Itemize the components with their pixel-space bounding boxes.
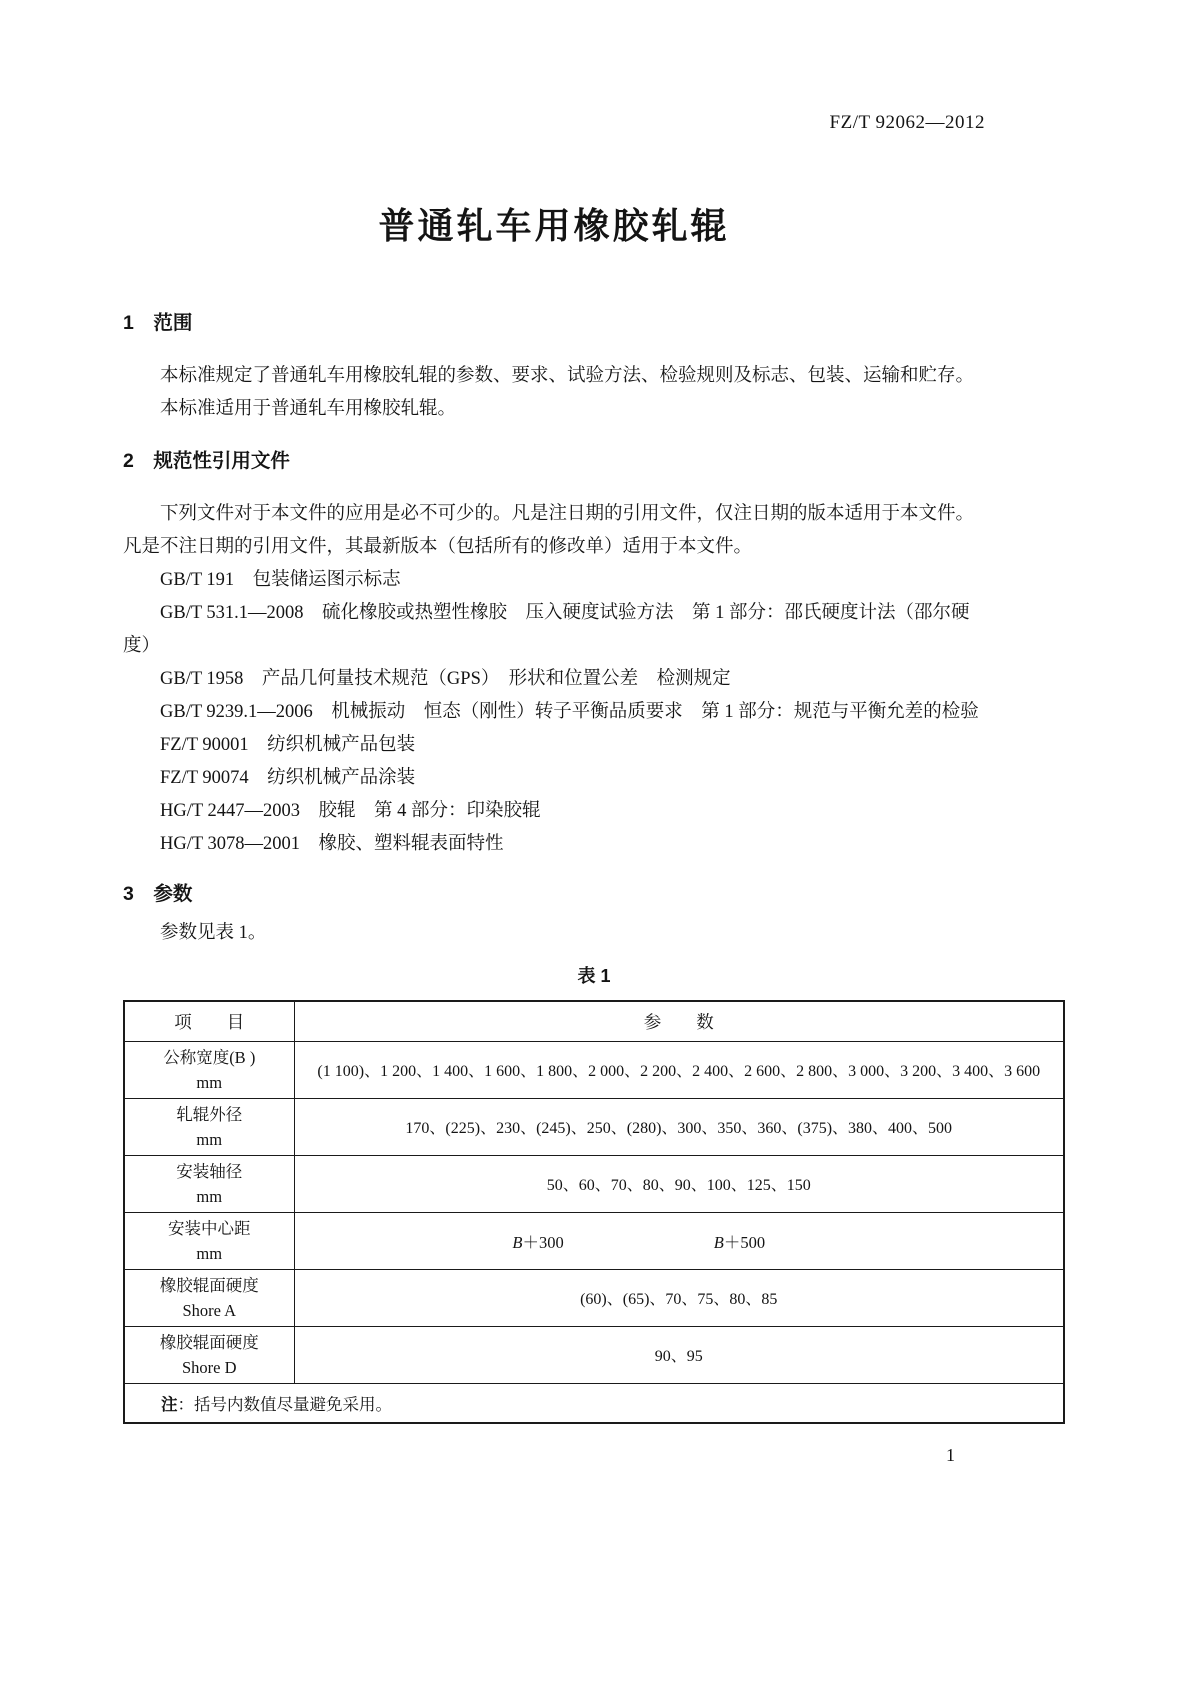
- note-text: ：括号内数值尽量避免采用。: [177, 1394, 392, 1414]
- item-unit: mm: [196, 1129, 223, 1149]
- item-unit: mm: [196, 1243, 223, 1263]
- table-row-nominal-width: [124, 1041, 1064, 1098]
- reference-item: GB/T 1958 产品几何量技术规范（GPS） 形状和位置公差 检测规定: [160, 669, 731, 689]
- value-b-plus-300: B＋300: [512, 1232, 564, 1252]
- item-unit: Shore D: [181, 1357, 237, 1377]
- table-caption: 表 1: [577, 966, 611, 986]
- header-item-column: 项 目: [124, 1001, 294, 1041]
- reference-item: HG/T 2447—2003 胶辊 第 4 部分：印染胶辊: [160, 801, 541, 821]
- item-name: 橡胶辊面硬度: [159, 1332, 259, 1352]
- section-3-heading: 3 参数: [123, 883, 193, 905]
- value-cell: 50、60、70、80、90、100、125、150: [294, 1155, 1064, 1212]
- item-cell: [124, 1098, 294, 1155]
- item-name: 橡胶辊面硬度: [159, 1275, 259, 1295]
- variable-b: B: [512, 1232, 523, 1252]
- section-1-paragraph-1: 本标准规定了普通轧车用橡胶轧辊的参数、要求、试验方法、检验规则及标志、包装、运输和贮存。: [160, 366, 975, 386]
- item-cell: [124, 1326, 294, 1383]
- value-b-plus-500: B＋500: [713, 1232, 766, 1252]
- reference-item: GB/T 191 包装储运图示标志: [160, 570, 401, 590]
- page-number: 1: [946, 1445, 955, 1465]
- value-cell: (60)、(65)、70、75、80、85: [294, 1269, 1064, 1326]
- reference-item: GB/T 531.1—2008 硫化橡胶或热塑性橡胶 压入硬度试验方法 第 1 部分：邵氏硬度计法（邵尔硬度）: [123, 603, 970, 656]
- item-name: 安装中心距: [168, 1218, 251, 1238]
- variable-b: B: [713, 1232, 724, 1252]
- item-name: 轧辊外径: [176, 1104, 243, 1124]
- item-unit: mm: [196, 1186, 223, 1206]
- table-row-rubber-hardness-shore-a: [124, 1269, 1064, 1326]
- section-1-heading: 1 范围: [123, 312, 193, 334]
- item-name: 公称宽度(B ): [163, 1047, 256, 1067]
- parameters-table: [123, 1000, 1065, 1424]
- item-name: 安装轴径: [176, 1161, 243, 1181]
- table-row-mounting-center-distance: [124, 1212, 1064, 1269]
- table-note-row: [124, 1383, 1064, 1423]
- center-distance-values: [261, 1229, 1018, 1253]
- table-row-rubber-hardness-shore-d: [124, 1326, 1064, 1383]
- section-3-paragraph: 参数见表 1。: [160, 923, 267, 943]
- table-row-mounting-shaft-diameter: [124, 1155, 1064, 1212]
- document-title: 普通轧车用橡胶轧辊: [378, 205, 730, 246]
- section-1-paragraph-2: 本标准适用于普通轧车用橡胶轧辊。: [160, 399, 457, 419]
- item-cell: [124, 1155, 294, 1212]
- reference-item: FZ/T 90074 纺织机械产品涂装: [160, 768, 416, 788]
- section-2-intro: 下列文件对于本文件的应用是必不可少的。凡是注日期的引用文件，仅注日期的版本适用于本文件。凡是不注日期的引用文件，其最新版本（包括所有的修改单）适用于本文件。: [123, 504, 975, 557]
- reference-item: GB/T 9239.1—2006 机械振动 恒态（刚性）转子平衡品质要求 第 1 部分：规范与平衡允差的检验: [160, 702, 979, 722]
- item-unit: mm: [196, 1072, 223, 1092]
- standard-number: FZ/T 92062—2012: [829, 112, 985, 133]
- note-label: 注: [161, 1395, 178, 1414]
- item-cell: [124, 1269, 294, 1326]
- section-2-heading: 2 规范性引用文件: [123, 450, 290, 472]
- value-cell: 170、(225)、230、(245)、250、(280)、300、350、360、(375)、380、400、500: [294, 1098, 1064, 1155]
- table-header-row: [124, 1001, 1064, 1041]
- value-cell: 90、95: [294, 1326, 1064, 1383]
- reference-item: HG/T 3078—2001 橡胶、塑料辊表面特性: [160, 834, 504, 854]
- table-note: [124, 1383, 1064, 1423]
- value-cell: (1 100)、1 200、1 400、1 600、1 800、2 000、2 200、2 400、2 600、2 800、3 000、3 200、3 400、3 600: [294, 1041, 1064, 1098]
- header-parameter-column: 参 数: [294, 1001, 1064, 1041]
- value-cell: [294, 1212, 1064, 1269]
- table-row-roller-outer-diameter: [124, 1098, 1064, 1155]
- item-unit: Shore A: [182, 1300, 237, 1320]
- item-cell: [124, 1041, 294, 1098]
- reference-item: FZ/T 90001 纺织机械产品包装: [160, 735, 416, 755]
